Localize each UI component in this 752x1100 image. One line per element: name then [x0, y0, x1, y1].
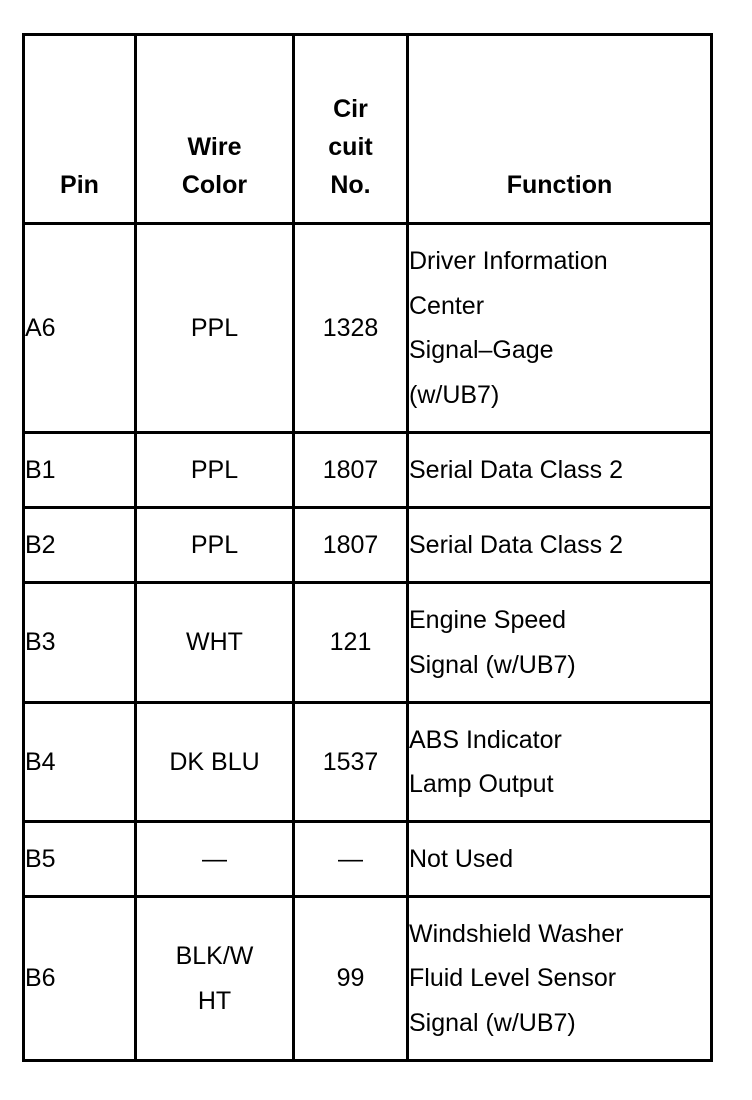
- header-circuit-number: Cir cuit No.: [294, 35, 408, 224]
- function-cell: Not Used: [408, 822, 712, 897]
- table-row: [24, 433, 712, 508]
- function-cell: Driver Information Center Signal–Gage (w/UB7): [408, 224, 712, 433]
- wire-color-cell: PPL: [136, 508, 294, 583]
- table-row: [24, 508, 712, 583]
- circuit-cell: 1807: [294, 433, 408, 508]
- circuit-cell: 1807: [294, 508, 408, 583]
- header-function: Function: [408, 35, 712, 224]
- circuit-cell: —: [294, 822, 408, 897]
- function-cell: ABS Indicator Lamp Output: [408, 703, 712, 822]
- header-row: [24, 35, 712, 224]
- pin-cell: B4: [24, 703, 136, 822]
- wire-color-cell: DK BLU: [136, 703, 294, 822]
- pinout-table: [22, 33, 713, 1062]
- pin-cell: B3: [24, 583, 136, 703]
- wire-color-cell: PPL: [136, 224, 294, 433]
- function-cell: Serial Data Class 2: [408, 433, 712, 508]
- pin-cell: B5: [24, 822, 136, 897]
- function-cell: Serial Data Class 2: [408, 508, 712, 583]
- function-cell: Engine Speed Signal (w/UB7): [408, 583, 712, 703]
- table-row: [24, 703, 712, 822]
- function-cell: Windshield Washer Fluid Level Sensor Signal (w/UB7): [408, 897, 712, 1061]
- wire-color-cell: WHT: [136, 583, 294, 703]
- pin-cell: B6: [24, 897, 136, 1061]
- circuit-cell: 121: [294, 583, 408, 703]
- pin-cell: A6: [24, 224, 136, 433]
- table-row: [24, 897, 712, 1061]
- pin-cell: B2: [24, 508, 136, 583]
- table-row: [24, 224, 712, 433]
- wire-color-cell: PPL: [136, 433, 294, 508]
- circuit-cell: 1328: [294, 224, 408, 433]
- circuit-cell: 99: [294, 897, 408, 1061]
- wire-color-cell: —: [136, 822, 294, 897]
- header-wire-color: Wire Color: [136, 35, 294, 224]
- header-pin: Pin: [24, 35, 136, 224]
- table-row: [24, 583, 712, 703]
- wire-color-cell: BLK/W HT: [136, 897, 294, 1061]
- pin-cell: B1: [24, 433, 136, 508]
- table-row: [24, 822, 712, 897]
- circuit-cell: 1537: [294, 703, 408, 822]
